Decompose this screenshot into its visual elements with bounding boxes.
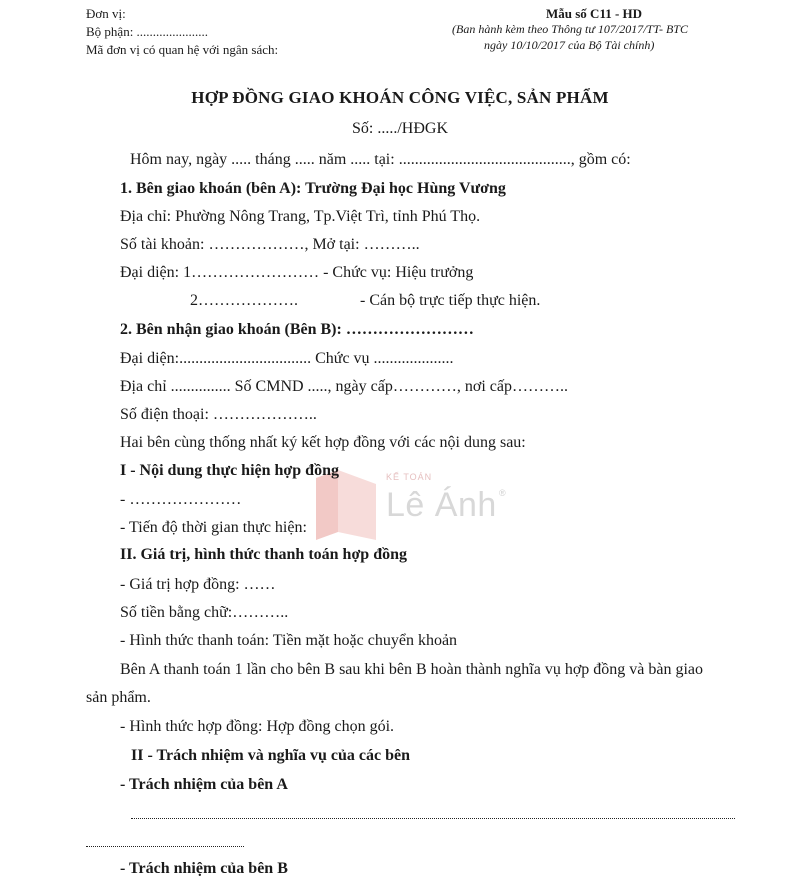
issued-by-line2: ngày 10/10/2017 của Bộ Tài chính) [484, 38, 655, 52]
section-1-schedule: - Tiến độ thời gian thực hiện: [120, 519, 307, 536]
party-b-heading: 2. Bên nhận giao khoán (Bên B): …………………… [120, 321, 474, 338]
watermark-brand: Lê Ánh [386, 486, 497, 524]
department-label: Bộ phận: ...................... [86, 24, 209, 39]
party-a-duty-dotted-line-1 [131, 818, 735, 819]
party-b-address: Địa chỉ ............... Số CMND ....., ngày cấp…………, nơi cấp……….. [120, 378, 568, 395]
watermark-reg-mark: ® [499, 488, 506, 498]
party-a-duty-heading: - Trách nhiệm của bên A [120, 776, 288, 793]
party-a-rep2-number: 2………………. [190, 292, 298, 309]
party-a-account: Số tài khoản: ………………, Mở tại: ……….. [120, 236, 420, 253]
payment-paragraph-line1: Bên A thanh toán 1 lần cho bên B sau khi bên B hoàn thành nghĩa vụ hợp đồng và bàn giao [120, 661, 704, 678]
party-b-rep: Đại diện:................................. Chức vụ .................... [120, 350, 454, 367]
issued-by-line1: (Ban hành kèm theo Thông tư 107/2017/TT- BTC [452, 22, 688, 36]
unit-label: Đơn vị: [86, 6, 126, 21]
party-a-heading: 1. Bên giao khoán (bên A): Trường Đại học Hùng Vương [120, 180, 506, 197]
intro-line: Hôm nay, ngày ..... tháng ..... năm ..... tại: ..........................................., gồm có: [130, 151, 631, 168]
section-1-heading: I - Nội dung thực hiện hợp đồng [120, 462, 339, 479]
section-2-heading: II. Giá trị, hình thức thanh toán hợp đồng [120, 546, 407, 563]
party-a-rep1: Đại diện: 1…………………… - Chức vụ: Hiệu trưởng [120, 264, 474, 281]
watermark-tagline: KẾ TOÁN [386, 472, 433, 482]
contract-number: Số: ...../HĐGK [351, 120, 448, 137]
party-b-phone: Số điện thoại: ……………….. [120, 406, 317, 423]
party-a-address: Địa chỉ: Phường Nông Trang, Tp.Việt Trì, tỉnh Phú Thọ. [120, 208, 481, 225]
amount-in-words: Số tiền bằng chữ:……….. [120, 604, 289, 621]
section-1-item: - ………………… [120, 491, 242, 508]
contract-form: - Hình thức hợp đồng: Hợp đồng chọn gói. [120, 718, 395, 735]
form-number: Mẫu số C11 - HD [546, 6, 643, 21]
party-b-duty-heading: - Trách nhiệm của bên B [120, 860, 288, 877]
payment-form: - Hình thức thanh toán: Tiền mặt hoặc chuyển khoản [120, 632, 458, 649]
party-a-duty-dotted-line-2 [86, 846, 244, 847]
payment-paragraph-line2: sản phẩm. [86, 689, 151, 706]
section-3-heading: II - Trách nhiệm và nghĩa vụ của các bên [131, 747, 410, 764]
budget-code-label: Mã đơn vị có quan hệ với ngân sách: [86, 42, 279, 57]
party-a-rep2-role: - Cán bộ trực tiếp thực hiện. [360, 292, 541, 309]
agreement-line: Hai bên cùng thống nhất ký kết hợp đồng với các nội dung sau: [120, 434, 526, 451]
contract-value: - Giá trị hợp đồng: …… [120, 576, 276, 593]
document-title: HỢP ĐỒNG GIAO KHOÁN CÔNG VIỆC, SẢN PHẨM [191, 88, 609, 107]
